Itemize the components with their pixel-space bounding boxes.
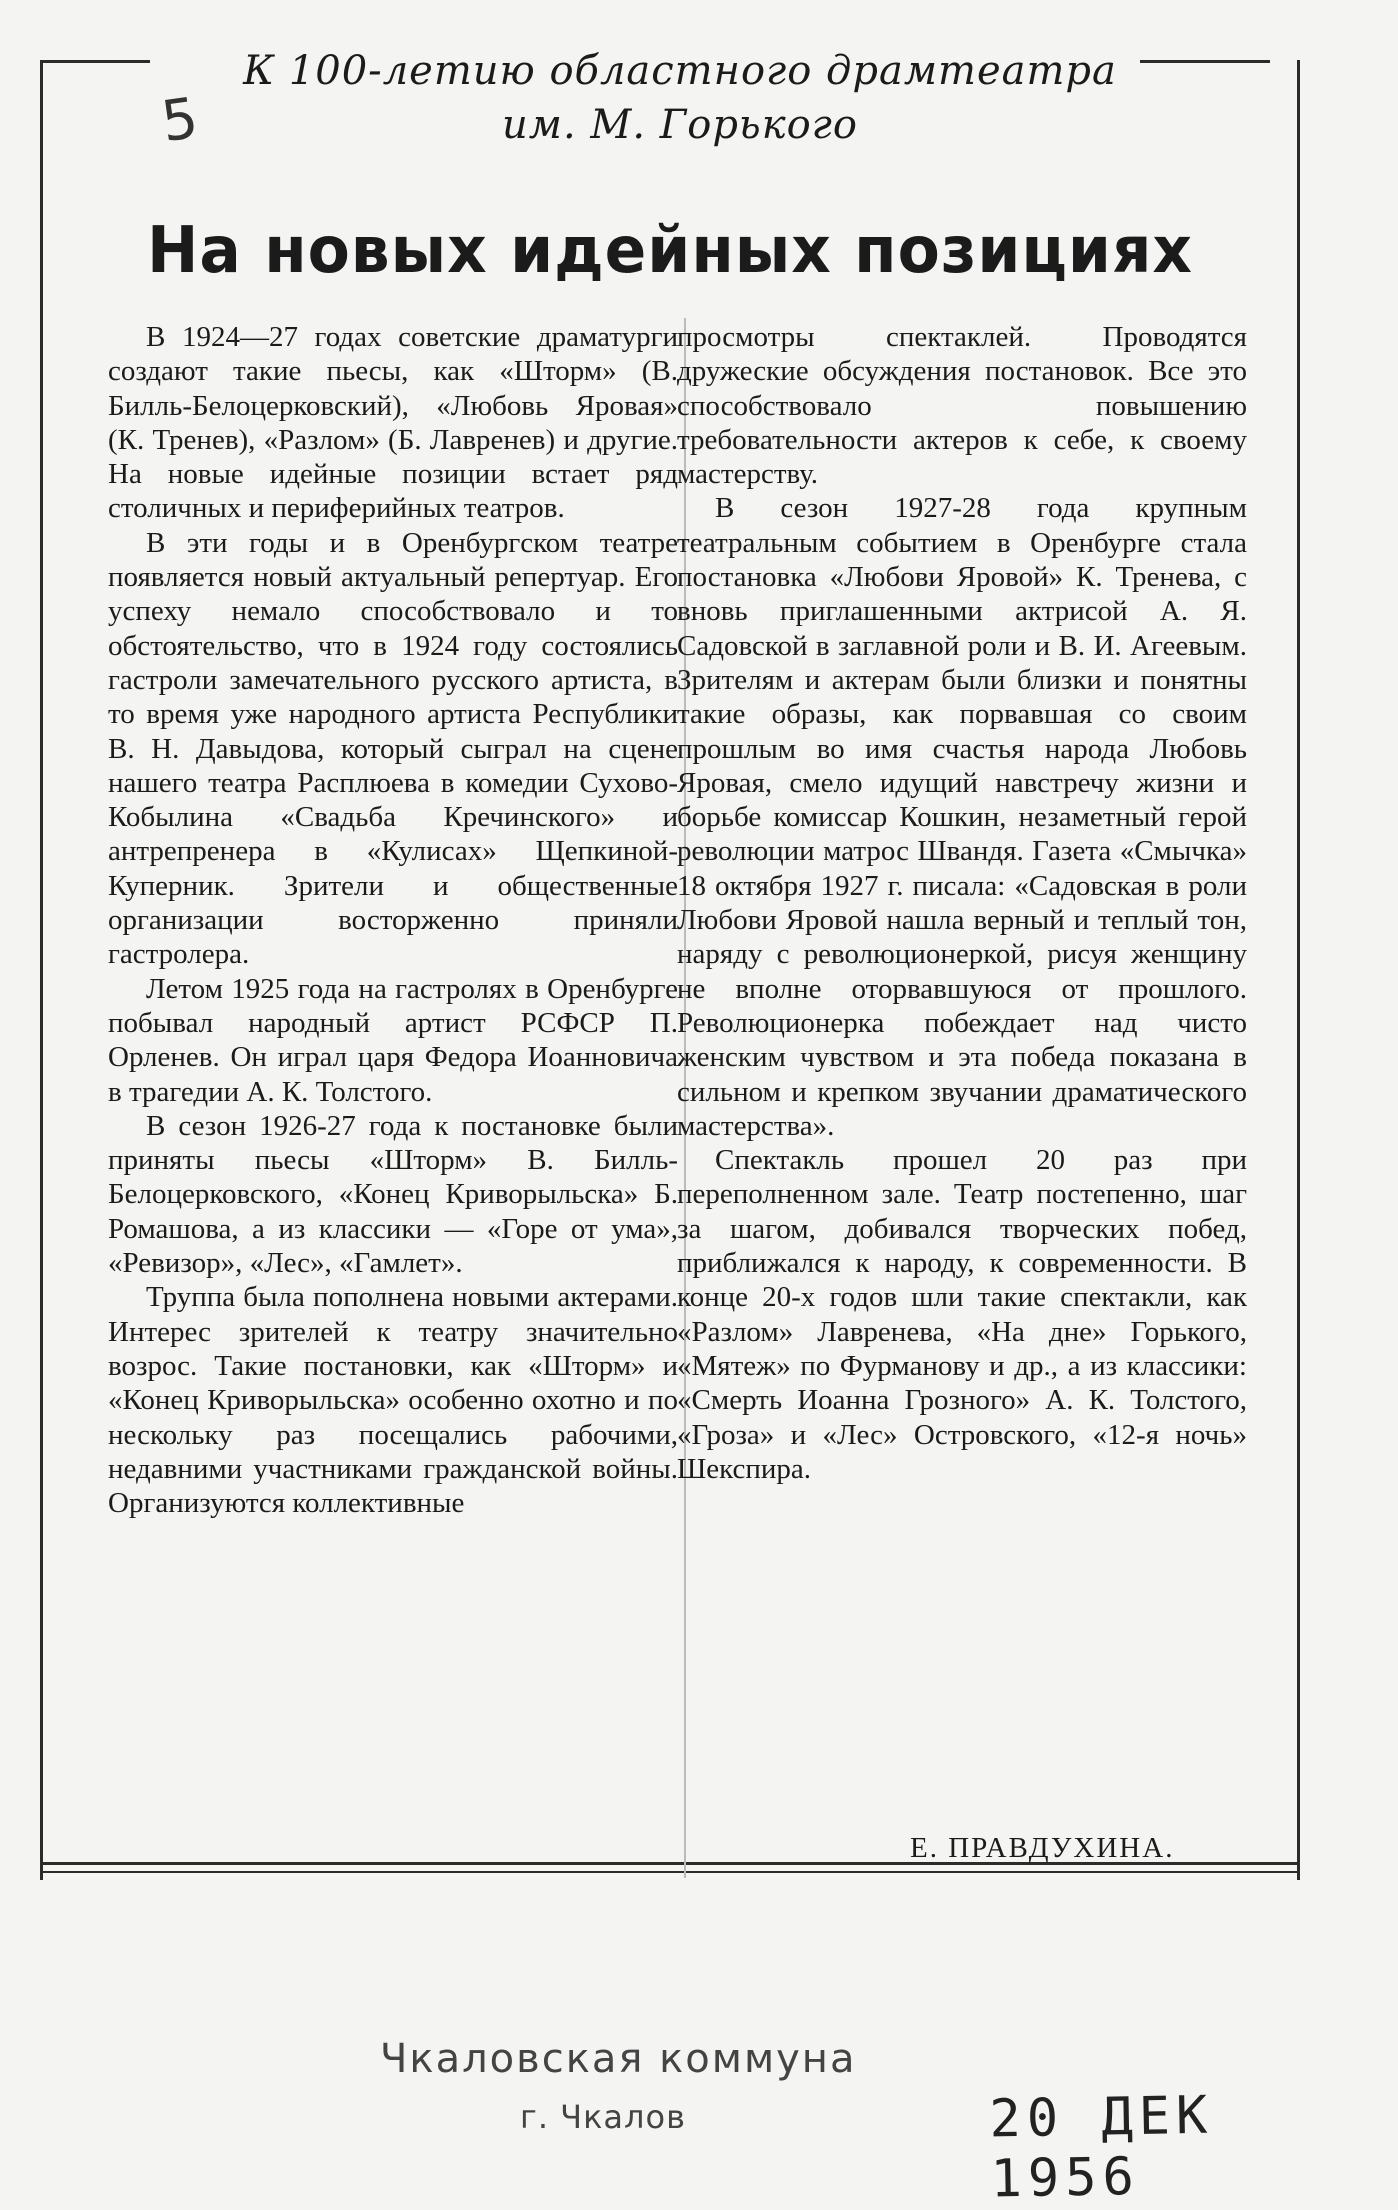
paragraph: Летом 1925 года на гастролях в Оренбурге побывал народный артист РСФСР П. Орленев. Он играл царя Федора Иоанновича в трагедии А. К. Толстого. [108, 972, 678, 1108]
overline-line-2: им. М. Горького [502, 102, 858, 148]
left-column [108, 320, 678, 1520]
paragraph: В сезон 1927-28 года крупным театральным событием в Оренбурге стала постановка «Любови Яровой» К. Тренева, с вновь приглашенными актрисой А. Я. Садовской в заглавной роли и В. И. Агеевым. Зрителям и актерам были близки и понятны такие образы, как порвавшая со своим прошлым во имя счастья народа Любовь Яровая, смело идущий навстречу жизни и борьбе комиссар Кошкин, незаметный герой революции матрос Швандя. Газета «Смычка» 18 октября 1927 г. писала: «Садовская в роли Любови Яровой нашла верный и теплый тон, наряду с революционеркой, рисуя женщину не вполне оторвавшуюся от прошлого. Революционерка побеждает над чисто женским чувством и эта победа показана в сильном и крепком звучании драматического мастерства». [677, 492, 1247, 1142]
paragraph: В 1924—27 годах советские драматурги создают такие пьесы, как «Шторм» (В. Билль-Белоцерковский), «Любовь Яровая» (К. Тренев), «Разлом» (Б. Лавренев) и другие. На новые идейные позиции встает ряд столичных и периферийных театров. [108, 321, 678, 525]
bottom-rule-double [40, 1871, 1300, 1873]
left-border [40, 60, 43, 1880]
top-rule-left [40, 60, 150, 63]
newspaper-clipping [40, 26, 1300, 1876]
handwritten-mark: 5 [157, 85, 202, 156]
paragraph: Спектакль прошел 20 раз при переполненном зале. Театр постепенно, шаг за шагом, добивался творческих побед, приближался к народу, к современности. В конце 20-х годов шли такие спектакли, как «Разлом» Лавренева, «На дне» Горького, «Мятеж» по Фурманову и др., а из классики: «Смерть Иоанна Грозного» А. К. Толстого, «Гроза» и «Лес» Островского, «12-я ночь» Шекспира. [677, 1144, 1247, 1485]
paragraph: В сезон 1926-27 года к постановке были приняты пьесы «Шторм» В. Билль-Белоцерковского, «Конец Криворыльска» Б. Ромашова, а из классики — «Горе от ума», «Ревизор», «Лес», «Гамлет». [108, 1109, 678, 1280]
date-stamp: 20 ДЕК 1956 [988, 2085, 1214, 2210]
right-border [1297, 60, 1300, 1880]
overline-line-1: К 100-летию областного драмтеатра [243, 48, 1117, 94]
author-signature: Е. ПРАВДУХИНА. [910, 1832, 1175, 1864]
newspaper-city: г. Чкалов [520, 2098, 686, 2136]
article-headline: На новых идейных позициях [147, 214, 1193, 288]
right-column [677, 320, 1247, 1486]
paragraph-continued: просмотры спектаклей. Проводятся дружеские обсуждения постановок. Все это способствовало повышению требовательности актеров к себе, к своему мастерству. [677, 321, 1247, 491]
newspaper-name: Чкаловская коммуна [380, 2036, 857, 2082]
paragraph: Труппа была пополнена новыми актерами. Интерес зрителей к театру значительно возрос. Такие постановки, как «Шторм» и «Конец Криворыльска» особенно охотно и по нескольку раз посещались рабочими, недавними участниками гражданской войны. Организуются коллективные [108, 1281, 678, 1520]
paragraph: В эти годы и в Оренбургском театре появляется новый актуальный репертуар. Его успеху немало способствовало и то обстоятельство, что в 1924 году состоялись гастроли замечательного русского артиста, в то время уже народного артиста Республики В. Н. Давыдова, который сыграл на сцене нашего театра Расплюева в комедии Сухово-Кобылина «Свадьба Кречинского» и антрепренера в «Кулисах» Щепкиной-Куперник. Зрители и общественные организации восторженно приняли гастролера. [108, 526, 678, 971]
top-rule-right [1140, 60, 1270, 63]
overline [230, 44, 1130, 152]
